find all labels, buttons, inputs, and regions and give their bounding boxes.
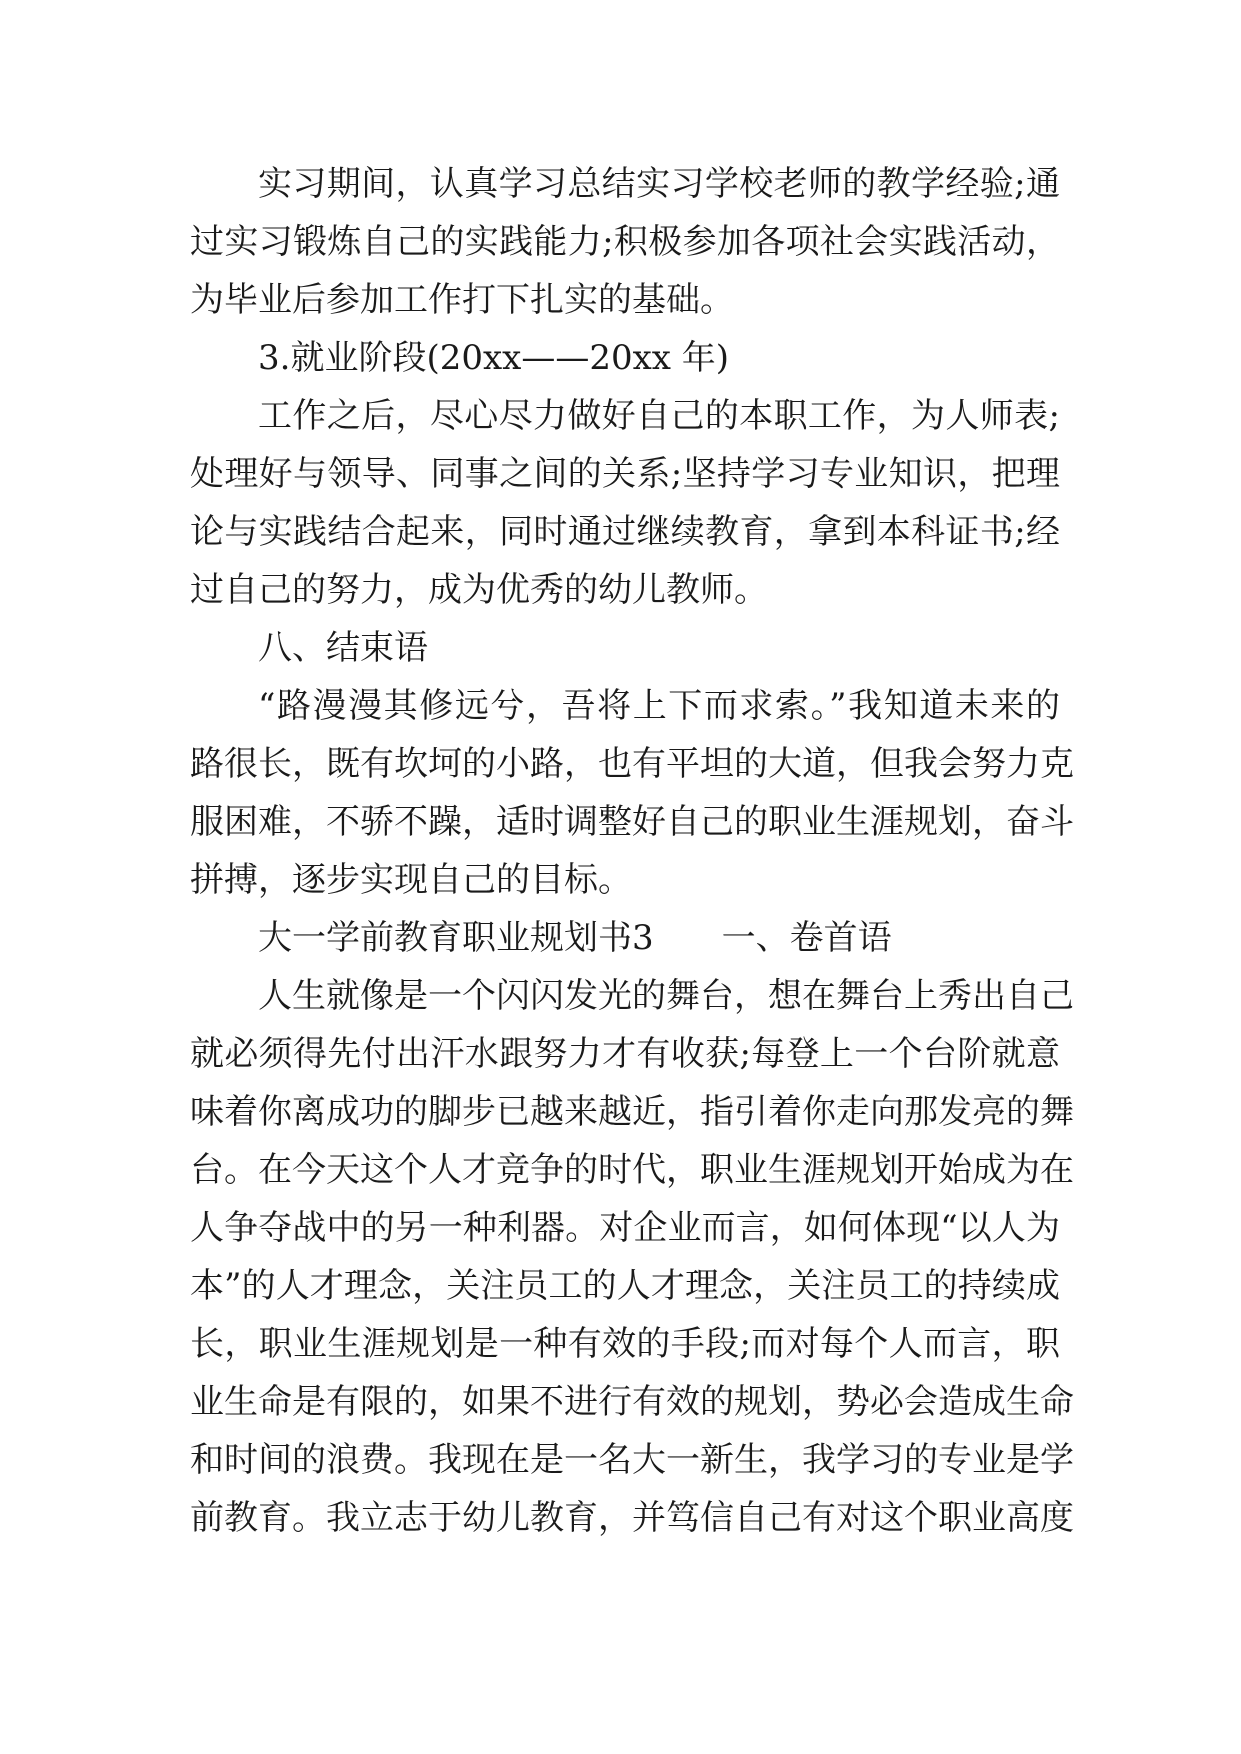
paragraph-line: 为毕业后参加工作打下扎实的基础。 <box>190 280 734 320</box>
paragraph-line: 拼搏，逐步实现自己的目标。 <box>190 860 632 900</box>
paragraph-line: 就必须得先付出汗水跟努力才有收获;每登上一个台阶就意 <box>190 1034 1060 1074</box>
paragraph-line: 工作之后，尽心尽力做好自己的本职工作，为人师表; <box>258 396 1060 436</box>
section-heading: 大一学前教育职业规划书3 一、卷首语 <box>258 918 892 958</box>
paragraph-line: 路很长，既有坎坷的小路，也有平坦的大道，但我会努力克 <box>190 744 1074 784</box>
paragraph-line: 人生就像是一个闪闪发光的舞台，想在舞台上秀出自己 <box>258 976 1074 1016</box>
paragraph-line: 论与实践结合起来，同时通过继续教育，拿到本科证书;经 <box>190 512 1060 552</box>
paragraph-line: 长，职业生涯规划是一种有效的手段;而对每个人而言，职 <box>190 1324 1060 1364</box>
paragraph-line: 实习期间，认真学习总结实习学校老师的教学经验;通 <box>258 164 1060 204</box>
paragraph-line: 业生命是有限的，如果不进行有效的规划，势必会造成生命 <box>190 1382 1074 1422</box>
paragraph-line: 人争夺战中的另一种利器。对企业而言，如何体现“以人为 <box>190 1208 1060 1248</box>
paragraph-line: 过实习锻炼自己的实践能力;积极参加各项社会实践活动， <box>190 222 1060 262</box>
paragraph-line: 味着你离成功的脚步已越来越近，指引着你走向那发亮的舞 <box>190 1092 1074 1132</box>
section-heading: 3.就业阶段(20xx——20xx 年) <box>258 338 730 378</box>
paragraph-line: 处理好与领导、同事之间的关系;坚持学习专业知识，把理 <box>190 454 1061 494</box>
paragraph-line: 过自己的努力，成为优秀的幼儿教师。 <box>190 570 768 610</box>
paragraph-line: “路漫漫其修远兮，吾将上下而求索。”我知道未来的 <box>258 686 1060 726</box>
document-body <box>190 155 1074 1547</box>
paragraph-line: 服困难，不骄不躁，适时调整好自己的职业生涯规划，奋斗 <box>190 802 1074 842</box>
section-heading: 八、结束语 <box>258 628 428 668</box>
paragraph-line: 前教育。我立志于幼儿教育，并笃信自己有对这个职业高度 <box>190 1498 1074 1538</box>
paragraph-line: 和时间的浪费。我现在是一名大一新生，我学习的专业是学 <box>190 1440 1074 1480</box>
paragraph-line: 本”的人才理念，关注员工的人才理念，关注员工的持续成 <box>190 1266 1060 1306</box>
paragraph-line: 台。在今天这个人才竞争的时代，职业生涯规划开始成为在 <box>190 1150 1074 1190</box>
